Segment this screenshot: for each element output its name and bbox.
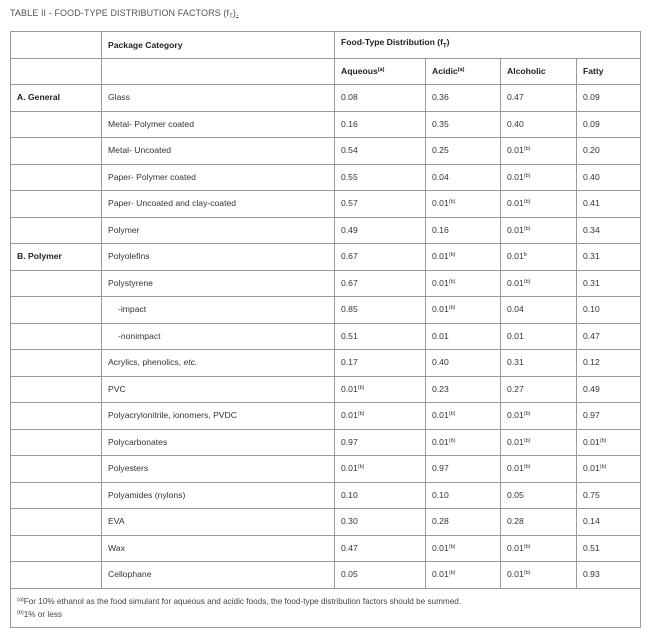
table-row bbox=[11, 535, 641, 562]
package-category-cell: Polycarbonates bbox=[102, 429, 335, 456]
package-category-cell: Polyesters bbox=[102, 456, 335, 483]
package-category-cell: Metal- Polymer coated bbox=[102, 111, 335, 138]
aqueous-value-cell: 0.16 bbox=[335, 111, 426, 138]
table-row bbox=[11, 429, 641, 456]
aqueous-value-cell: 0.10 bbox=[335, 482, 426, 509]
fatty-value-cell: 0.34 bbox=[577, 217, 641, 244]
table-row bbox=[11, 244, 641, 271]
package-category-cell: Polystyrene bbox=[102, 270, 335, 297]
fatty-value-cell: 0.75 bbox=[577, 482, 641, 509]
acidic-value-cell: 0.28 bbox=[426, 509, 501, 536]
acidic-value-cell: 0.25 bbox=[426, 138, 501, 165]
table-row bbox=[11, 509, 641, 536]
aqueous-value-cell: 0.55 bbox=[335, 164, 426, 191]
table-row bbox=[11, 403, 641, 430]
acidic-value-cell: 0.01$^{(b)}$ bbox=[426, 535, 501, 562]
header-alcoholic: Alcoholic bbox=[501, 59, 577, 85]
alcoholic-value-cell: 0.01$^{(b)}$ bbox=[501, 164, 577, 191]
alcoholic-value-cell: 0.01$^b$ bbox=[501, 244, 577, 271]
acidic-value-cell: 0.01$^{(b)}$ bbox=[426, 191, 501, 218]
table-row bbox=[11, 270, 641, 297]
alcoholic-value-cell: 0.01$^{(b)}$ bbox=[501, 403, 577, 430]
aqueous-value-cell: 0.08 bbox=[335, 85, 426, 112]
alcoholic-value-cell: 0.04 bbox=[501, 297, 577, 324]
fatty-value-cell: 0.14 bbox=[577, 509, 641, 536]
header-row-2 bbox=[11, 59, 641, 85]
alcoholic-value-cell: 0.47 bbox=[501, 85, 577, 112]
group-cell bbox=[11, 456, 102, 483]
fatty-value-cell: 0.47 bbox=[577, 323, 641, 350]
acidic-value-cell: 0.01 bbox=[426, 323, 501, 350]
acidic-value-cell: 0.36 bbox=[426, 85, 501, 112]
alcoholic-value-cell: 0.05 bbox=[501, 482, 577, 509]
alcoholic-value-cell: 0.31 bbox=[501, 350, 577, 377]
footnote-b: $^{(b)}$1% or less bbox=[17, 609, 62, 619]
header-empty-cell bbox=[11, 32, 102, 59]
fatty-value-cell: 0.01$^{(b)}$ bbox=[577, 429, 641, 456]
package-category-cell: Polyolefins bbox=[102, 244, 335, 271]
group-cell bbox=[11, 297, 102, 324]
package-category-cell: Paper- Uncoated and clay-coated bbox=[102, 191, 335, 218]
header-package-category: Package Category bbox=[102, 32, 335, 59]
group-cell bbox=[11, 111, 102, 138]
group-cell bbox=[11, 562, 102, 589]
package-category-cell: EVA bbox=[102, 509, 335, 536]
table-caption: TABLE II - FOOD-TYPE DISTRIBUTION FACTORS $(f_T)$. bbox=[10, 8, 239, 20]
acidic-value-cell: 0.01$^{(b)}$ bbox=[426, 403, 501, 430]
group-cell bbox=[11, 270, 102, 297]
group-cell bbox=[11, 482, 102, 509]
acidic-value-cell: 0.01$^{(b)}$ bbox=[426, 562, 501, 589]
package-category-cell: Paper- Polymer coated bbox=[102, 164, 335, 191]
header-row-1 bbox=[11, 32, 641, 59]
alcoholic-value-cell: 0.01$^{(b)}$ bbox=[501, 456, 577, 483]
package-category-cell: -nonimpact bbox=[102, 323, 335, 350]
aqueous-value-cell: 0.67 bbox=[335, 270, 426, 297]
package-category-cell: Polymer bbox=[102, 217, 335, 244]
acidic-value-cell: 0.01$^{(b)}$ bbox=[426, 270, 501, 297]
fatty-value-cell: 0.97 bbox=[577, 403, 641, 430]
group-cell bbox=[11, 535, 102, 562]
aqueous-value-cell: 0.57 bbox=[335, 191, 426, 218]
acidic-value-cell: 0.04 bbox=[426, 164, 501, 191]
group-label: A. General bbox=[11, 85, 102, 112]
table-row bbox=[11, 217, 641, 244]
table-row bbox=[11, 111, 641, 138]
group-cell bbox=[11, 403, 102, 430]
acidic-value-cell: 0.01$^{(b)}$ bbox=[426, 429, 501, 456]
aqueous-value-cell: 0.30 bbox=[335, 509, 426, 536]
alcoholic-value-cell: 0.01$^{(b)}$ bbox=[501, 217, 577, 244]
package-category-cell: Acrylics, phenolics, etc. bbox=[102, 350, 335, 377]
alcoholic-value-cell: 0.01 bbox=[501, 323, 577, 350]
acidic-value-cell: 0.10 bbox=[426, 482, 501, 509]
group-cell bbox=[11, 217, 102, 244]
group-cell bbox=[11, 509, 102, 536]
header-food-type-distribution: Food-Type Distribution $(f_T)$ bbox=[335, 32, 641, 59]
aqueous-value-cell: 0.01$^{(b)}$ bbox=[335, 456, 426, 483]
alcoholic-value-cell: 0.27 bbox=[501, 376, 577, 403]
package-category-cell: -impact bbox=[102, 297, 335, 324]
aqueous-value-cell: 0.17 bbox=[335, 350, 426, 377]
fatty-value-cell: 0.49 bbox=[577, 376, 641, 403]
aqueous-value-cell: 0.01$^{(b)}$ bbox=[335, 403, 426, 430]
acidic-value-cell: 0.16 bbox=[426, 217, 501, 244]
group-cell bbox=[11, 323, 102, 350]
aqueous-value-cell: 0.67 bbox=[335, 244, 426, 271]
fatty-value-cell: 0.31 bbox=[577, 270, 641, 297]
table-row bbox=[11, 164, 641, 191]
fatty-value-cell: 0.20 bbox=[577, 138, 641, 165]
alcoholic-value-cell: 0.01$^{(b)}$ bbox=[501, 535, 577, 562]
fatty-value-cell: 0.01$^{(b)}$ bbox=[577, 456, 641, 483]
table-row bbox=[11, 482, 641, 509]
package-category-cell: Wax bbox=[102, 535, 335, 562]
acidic-value-cell: 0.23 bbox=[426, 376, 501, 403]
alcoholic-value-cell: 0.01$^{(b)}$ bbox=[501, 429, 577, 456]
aqueous-value-cell: 0.05 bbox=[335, 562, 426, 589]
aqueous-value-cell: 0.85 bbox=[335, 297, 426, 324]
caption-link[interactable]: . bbox=[235, 8, 239, 18]
header-acidic: Acidic$^{(a)}$ bbox=[426, 59, 501, 85]
package-category-cell: Cellophane bbox=[102, 562, 335, 589]
aqueous-value-cell: 0.01$^{(b)}$ bbox=[335, 376, 426, 403]
aqueous-value-cell: 0.54 bbox=[335, 138, 426, 165]
fatty-value-cell: 0.09 bbox=[577, 111, 641, 138]
fatty-value-cell: 0.09 bbox=[577, 85, 641, 112]
fatty-value-cell: 0.51 bbox=[577, 535, 641, 562]
alcoholic-value-cell: 0.01$^{(b)}$ bbox=[501, 138, 577, 165]
group-cell bbox=[11, 376, 102, 403]
footnote-a: $^{(a)}$For 10% ethanol as the food simulant for aqueous and acidic foods, the food-type distribution factors should be summed. bbox=[17, 596, 462, 606]
fatty-value-cell: 0.40 bbox=[577, 164, 641, 191]
table-row bbox=[11, 456, 641, 483]
footnotes-cell bbox=[11, 588, 641, 627]
footnote-row bbox=[11, 588, 641, 627]
table-row bbox=[11, 323, 641, 350]
table-row bbox=[11, 191, 641, 218]
aqueous-value-cell: 0.47 bbox=[335, 535, 426, 562]
table-row bbox=[11, 562, 641, 589]
package-category-cell: Glass bbox=[102, 85, 335, 112]
header-empty-cell bbox=[11, 59, 102, 85]
package-category-cell: Metal- Uncoated bbox=[102, 138, 335, 165]
acidic-value-cell: 0.01$^{(b)}$ bbox=[426, 297, 501, 324]
package-category-cell: PVC bbox=[102, 376, 335, 403]
fatty-value-cell: 0.12 bbox=[577, 350, 641, 377]
alcoholic-value-cell: 0.01$^{(b)}$ bbox=[501, 270, 577, 297]
group-cell bbox=[11, 191, 102, 218]
group-label: B. Polymer bbox=[11, 244, 102, 271]
table-row bbox=[11, 138, 641, 165]
fatty-value-cell: 0.41 bbox=[577, 191, 641, 218]
fatty-value-cell: 0.10 bbox=[577, 297, 641, 324]
package-category-cell: Polyamides (nylons) bbox=[102, 482, 335, 509]
table-row bbox=[11, 85, 641, 112]
group-cell bbox=[11, 164, 102, 191]
alcoholic-value-cell: 0.28 bbox=[501, 509, 577, 536]
fatty-value-cell: 0.93 bbox=[577, 562, 641, 589]
aqueous-value-cell: 0.49 bbox=[335, 217, 426, 244]
package-category-cell: Polyacrylonitrile, ionomers, PVDC bbox=[102, 403, 335, 430]
alcoholic-value-cell: 0.40 bbox=[501, 111, 577, 138]
group-cell bbox=[11, 350, 102, 377]
alcoholic-value-cell: 0.01$^{(b)}$ bbox=[501, 562, 577, 589]
acidic-value-cell: 0.40 bbox=[426, 350, 501, 377]
fatty-value-cell: 0.31 bbox=[577, 244, 641, 271]
alcoholic-value-cell: 0.01$^{(b)}$ bbox=[501, 191, 577, 218]
header-aqueous: Aqueous$^{(a)}$ bbox=[335, 59, 426, 85]
aqueous-value-cell: 0.97 bbox=[335, 429, 426, 456]
header-empty-cell bbox=[102, 59, 335, 85]
table-row bbox=[11, 297, 641, 324]
group-cell bbox=[11, 429, 102, 456]
aqueous-value-cell: 0.51 bbox=[335, 323, 426, 350]
acidic-value-cell: 0.97 bbox=[426, 456, 501, 483]
acidic-value-cell: 0.35 bbox=[426, 111, 501, 138]
header-fatty: Fatty bbox=[577, 59, 641, 85]
table-row bbox=[11, 376, 641, 403]
table-row bbox=[11, 350, 641, 377]
acidic-value-cell: 0.01$^{(b)}$ bbox=[426, 244, 501, 271]
group-cell bbox=[11, 138, 102, 165]
distribution-table bbox=[10, 31, 641, 628]
